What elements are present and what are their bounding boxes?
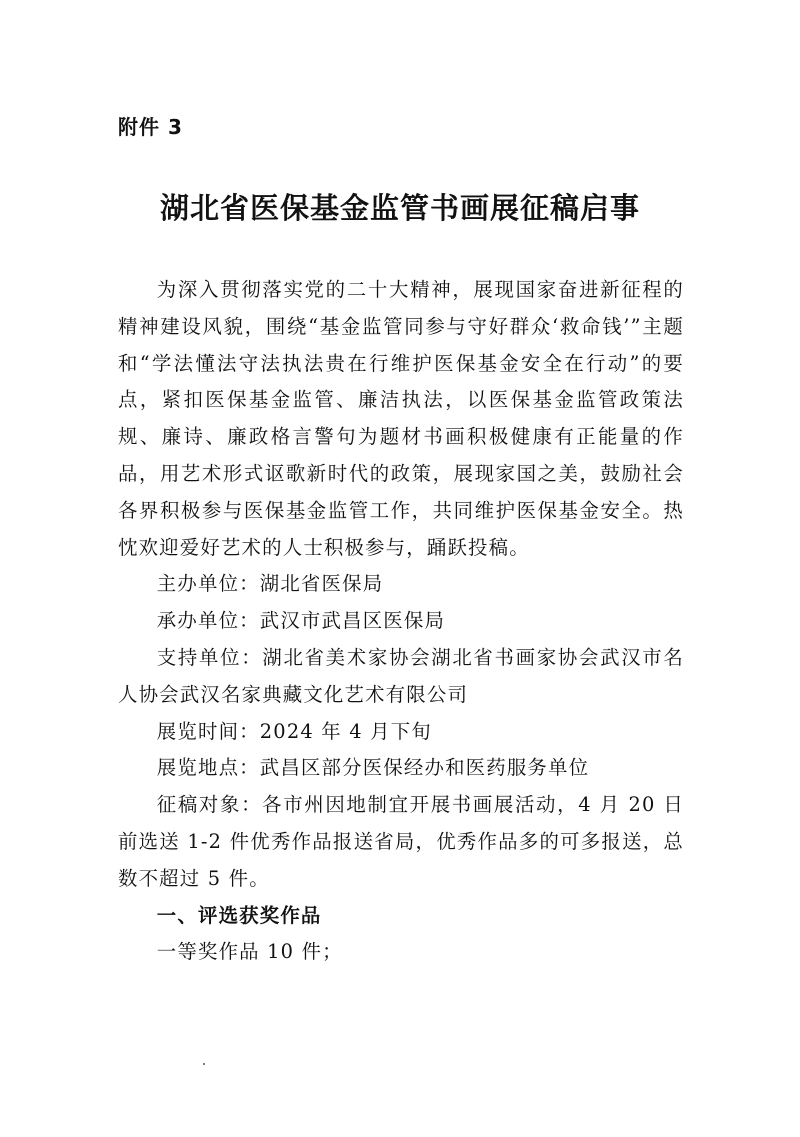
intro-paragraph: 为深入贯彻落实党的二十大精神，展现国家奋进新征程的精神建设风貌，围绕“基金监管同参与守好群众‘救命钱’”主题和“学法懂法守法执法贵在行维护医保基金安全在行动”的要点，紧扣医保基金监管、廉洁执法，以医保基金监管政策法规、廉诗、廉政格言警句为题材书画积极健康有正能量的作品，用艺术形式讴歌新时代的政策，展现家国之美，鼓励社会各界积极参与医保基金监管工作，共同维护医保基金安全。热忱欢迎爱好艺术的人士积极参与，踊跃投稿。 <box>118 278 684 559</box>
scan-speck <box>203 1063 205 1065</box>
exhibition-place-line: 展览地点：武昌区部分医保经办和医药服务单位 <box>156 756 590 780</box>
undertaker-line: 承办单位：武汉市武昌区医保局 <box>156 609 446 633</box>
document-title: 湖北省医保基金监管书画展征稿启事 <box>159 191 640 225</box>
document-body <box>118 272 684 971</box>
attachment-label: 附件 3 <box>118 115 183 139</box>
exhibition-time-line: 展览时间：2024 年 4 月下旬 <box>156 719 432 743</box>
section-heading: 一、评选获奖作品 <box>156 903 322 927</box>
organizer-line: 主办单位：湖北省医保局 <box>156 572 384 596</box>
submission-paragraph: 征稿对象：各市州因地制宜开展书画展活动，4 月 20 日前选送 1-2 件优秀作品报送省局，优秀作品多的可多报送，总数不超过 5 件。 <box>118 793 684 890</box>
supporter-line: 支持单位：湖北省美术家协会湖北省书画家协会武汉市名人协会武汉名家典藏文化艺术有限公司 <box>118 645 684 706</box>
first-prize-line: 一等奖作品 10 件； <box>156 940 343 964</box>
